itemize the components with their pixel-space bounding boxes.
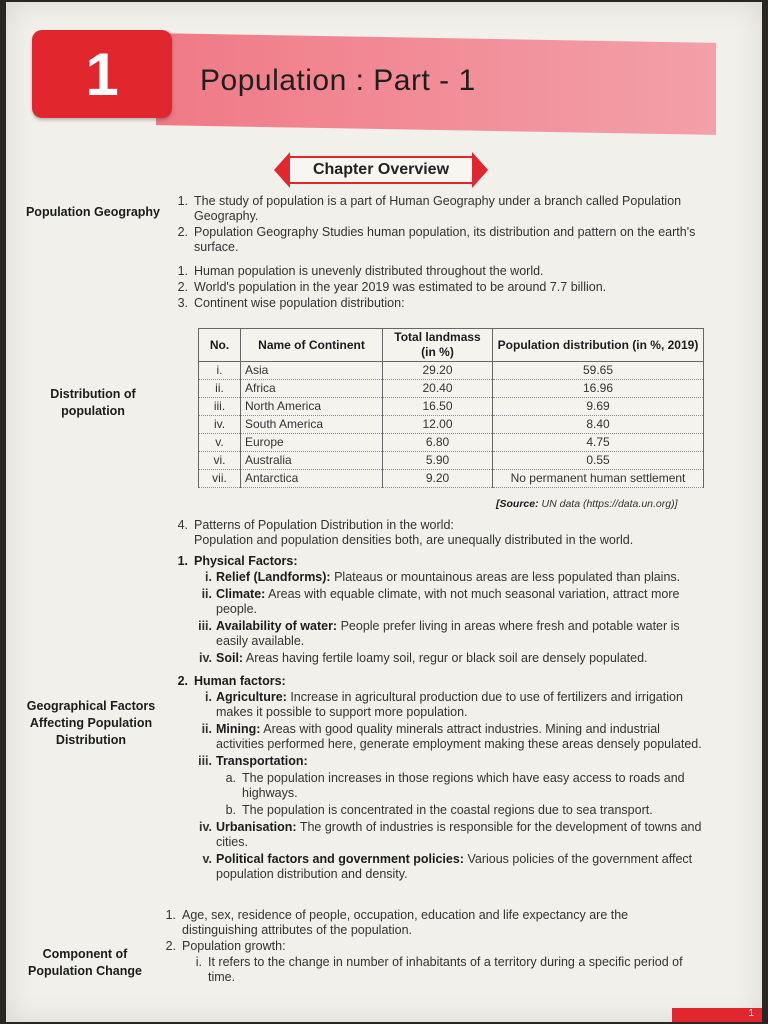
list-item: iv. Soil: Areas having fertile loamy soil, regur or black soil are densely populated. bbox=[199, 651, 648, 665]
list-item: 1. Human population is unevenly distributed throughout the world. bbox=[177, 264, 544, 278]
chapter-overview-label: Chapter Overview bbox=[288, 156, 474, 184]
list-item: i. Relief (Landforms): Plateaus or mountainous areas are less populated than plains. bbox=[205, 570, 681, 584]
table-row bbox=[199, 470, 704, 488]
population-geography-list bbox=[168, 194, 716, 256]
list-item: iii. Transportation: bbox=[198, 754, 308, 768]
table-row bbox=[199, 452, 704, 470]
distribution-list bbox=[168, 264, 716, 312]
table-header-cell: Name of Continent bbox=[241, 329, 383, 362]
table-cell: No permanent human settlement bbox=[493, 470, 704, 488]
page-number: 1 bbox=[672, 1008, 762, 1022]
table-header-cell: Population distribution (in %, 2019) bbox=[493, 329, 704, 362]
table-header-cell: No. bbox=[199, 329, 241, 362]
side-label-geographical-factors: Geographical Factors Affecting Population Distribution bbox=[26, 699, 156, 747]
list-item: 1. The study of population is a part of Human Geography under a branch called Population Geography. bbox=[177, 194, 682, 223]
table-row bbox=[199, 362, 704, 380]
list-item: 3. Continent wise population distribution: bbox=[177, 296, 405, 310]
table-cell: 0.55 bbox=[493, 452, 704, 470]
right-arrow-icon bbox=[472, 152, 488, 188]
table-cell: 6.80 bbox=[383, 434, 493, 452]
list-item: v. Political factors and government policies: Various policies of the government affect population distribution and density. bbox=[202, 852, 693, 881]
table-cell: v. bbox=[199, 434, 241, 452]
table-cell: 16.96 bbox=[493, 380, 704, 398]
list-item: i. It refers to the change in number of inhabitants of a territory during a specific period of time. bbox=[195, 955, 683, 984]
chapter-overview-badge bbox=[274, 152, 488, 188]
list-item: 1. Age, sex, residence of people, occupation, education and life expectancy are the distinguishing attributes of the population. bbox=[165, 908, 629, 937]
table-row bbox=[199, 380, 704, 398]
table-cell: Antarctica bbox=[241, 470, 383, 488]
table-source: [Source: UN data (https://data.un.org)] bbox=[496, 498, 678, 510]
list-item: ii. Mining: Areas with good quality minerals attract industries. Mining and industrial activities performed here, generate employment making these areas densely populated. bbox=[201, 722, 702, 751]
table-cell: North America bbox=[241, 398, 383, 416]
table-cell: 4.75 bbox=[493, 434, 704, 452]
component-section bbox=[156, 908, 704, 985]
table-cell: iv. bbox=[199, 416, 241, 434]
table-cell: 12.00 bbox=[383, 416, 493, 434]
table-cell: vii. bbox=[199, 470, 241, 488]
table-row bbox=[199, 398, 704, 416]
table-cell: Europe bbox=[241, 434, 383, 452]
list-item: 2. Population growth: bbox=[165, 939, 286, 953]
table-header-cell: Total landmass (in %) bbox=[383, 329, 493, 362]
table-cell: i. bbox=[199, 362, 241, 380]
list-item: iii. Availability of water: People prefer living in areas where fresh and potable water is easily available. bbox=[198, 619, 680, 648]
table-cell: Africa bbox=[241, 380, 383, 398]
side-label-component: Component of Population Change bbox=[28, 947, 142, 978]
list-item: b. The population is concentrated in the coastal regions due to sea transport. bbox=[225, 803, 653, 817]
list-item: 2. Population Geography Studies human population, its distribution and pattern on the earth's surface. bbox=[177, 225, 696, 254]
table-cell: 59.65 bbox=[493, 362, 704, 380]
table-cell: vi. bbox=[199, 452, 241, 470]
table-cell: 9.69 bbox=[493, 398, 704, 416]
list-item: ii. Climate: Areas with equable climate, with not much seasonal variation, attract more people. bbox=[201, 587, 680, 616]
table-cell: Asia bbox=[241, 362, 383, 380]
table-cell: 5.90 bbox=[383, 452, 493, 470]
table-cell: 16.50 bbox=[383, 398, 493, 416]
list-item: a. The population increases in those regions which have easy access to roads and highways. bbox=[225, 771, 685, 800]
document-page bbox=[6, 2, 762, 1022]
side-label-population-geography: Population Geography bbox=[25, 205, 161, 219]
table-header-row bbox=[199, 329, 704, 362]
table-row bbox=[199, 416, 704, 434]
table-cell: Australia bbox=[241, 452, 383, 470]
table-cell: 9.20 bbox=[383, 470, 493, 488]
table-cell: 8.40 bbox=[493, 416, 704, 434]
list-item: 4. Patterns of Population Distribution in the world: Population and population densities both, are unequally distributed in the world. bbox=[177, 518, 634, 547]
table-cell: 20.40 bbox=[383, 380, 493, 398]
table-cell: iii. bbox=[199, 398, 241, 416]
human-factors-section bbox=[168, 674, 704, 884]
table-cell: South America bbox=[241, 416, 383, 434]
section-heading: 1. Physical Factors: bbox=[177, 554, 298, 568]
continent-distribution-table bbox=[198, 328, 704, 488]
chapter-title: Population : Part - 1 bbox=[200, 64, 476, 97]
section-heading: 2. Human factors: bbox=[177, 674, 286, 688]
list-item: i. Agriculture: Increase in agricultural production due to use of fertilizers and irrigation makes it possible to support more population. bbox=[205, 690, 683, 719]
table-row bbox=[199, 434, 704, 452]
chapter-number: 1 bbox=[32, 30, 172, 118]
physical-factors-section bbox=[168, 554, 704, 668]
list-item: iv. Urbanisation: The growth of industries is responsible for the development of towns and cities. bbox=[199, 820, 702, 849]
table-cell: 29.20 bbox=[383, 362, 493, 380]
side-label-distribution: Distribution of population bbox=[50, 387, 136, 418]
table-cell: ii. bbox=[199, 380, 241, 398]
patterns-section bbox=[168, 518, 716, 549]
list-item: 2. World's population in the year 2019 was estimated to be around 7.7 billion. bbox=[177, 280, 607, 294]
